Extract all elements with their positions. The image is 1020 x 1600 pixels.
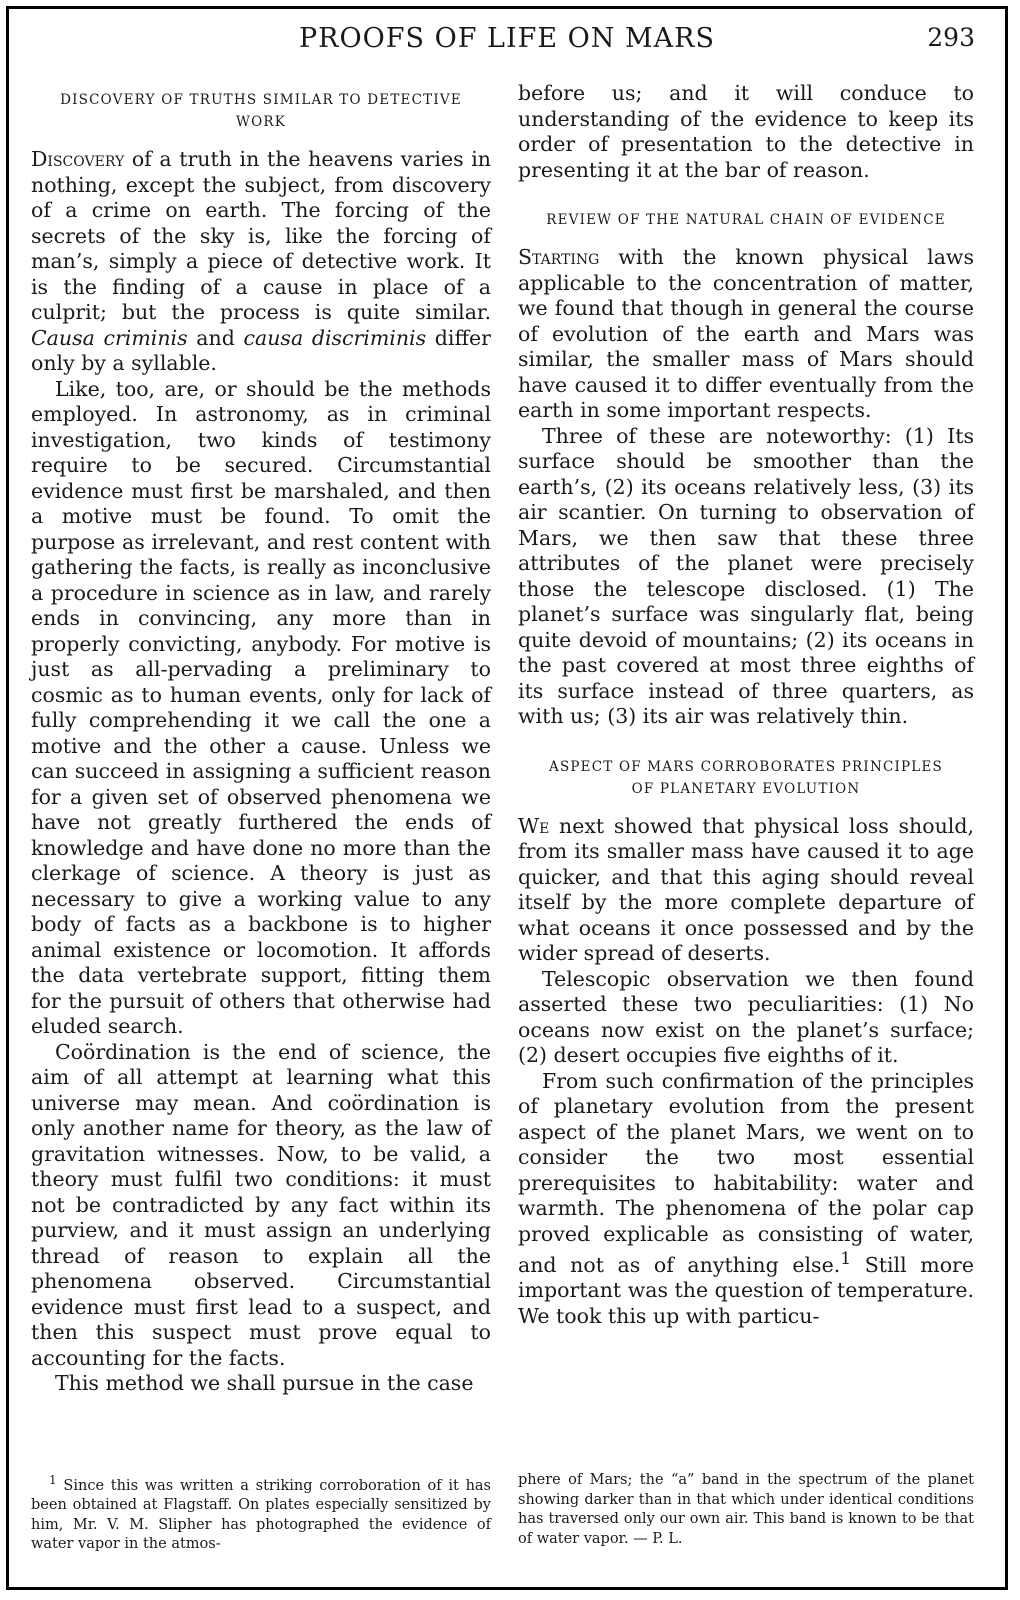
- running-head: PROOFS OF LIFE ON MARS: [299, 23, 715, 54]
- paragraph: [518, 245, 974, 424]
- footnote: [31, 1471, 491, 1555]
- text-run: From such confirmation of the principles of planetary evolution from the present aspect of the planet Mars, we went on to consider the two most essential prerequisites to habitability: water and warmth. The phenomena of the polar cap proved explicable as consisting of water, and not as of anything else.: [518, 1068, 974, 1277]
- text-run: with the known physical laws applicable to the concentration of matter, we found that though in general the course of evolution of the earth and Mars was similar, the smaller mass of Mars should have caused it to differ eventually from the earth in some important respects.: [518, 245, 974, 422]
- paragraph: [518, 814, 974, 967]
- lead-word: We: [518, 813, 550, 838]
- paragraph: Three of these are noteworthy: (1) Its surface should be smoother than the earth’s, (2) its oceans relatively less, (3) its air scantier. On turning to observation of Mars, we then saw that these three attributes of the planet were precisely those the telescope disclosed. (1) The planet’s surface was singularly flat, being quite devoid of mountains; (2) its oceans in the past covered at most three eighths of its surface instead of three quarters, as with us; (3) its air was relatively thin.: [518, 423, 974, 728]
- lead-word: Starting: [518, 245, 600, 269]
- footnote-continued: [518, 1471, 974, 1549]
- right-column: [518, 81, 974, 1329]
- text-run: and: [187, 325, 244, 350]
- section-heading: REVIEW OF THE NATURAL CHAIN OF EVIDENCE: [546, 212, 946, 228]
- footnote-marker: 1: [49, 1473, 57, 1487]
- text-run: next showed that physical loss should, from its smaller mass have caused it to age quicker, and that this aging should reveal itself by the more complete departure of what oceans it once possessed and by the wider spread of deserts.: [518, 813, 974, 965]
- page-number: 293: [927, 23, 975, 52]
- left-column: [31, 81, 491, 1397]
- text-run: differ only by a syllable.: [31, 325, 491, 375]
- lead-word: Discovery: [31, 147, 125, 171]
- paragraph: before us; and it will conduce to understanding of the evidence to keep its order of presentation to the detective in presenting it at the bar of reason.: [518, 81, 974, 182]
- paragraph: [31, 147, 491, 377]
- section-heading: ASPECT OF MARS CORROBORATES PRINCIPLES OF PLANETARY EVOLUTION: [549, 758, 943, 797]
- section-heading: DISCOVERY OF TRUTHS SIMILAR TO DETECTIVE WORK: [60, 92, 462, 130]
- text-run: Since this was written a striking corroboration of it has been obtained at Flagstaff. On plates especially sensitized by him, Mr. V. M. Slipher has photographed the evidence of water vapor in the atmos-: [31, 1477, 491, 1553]
- footnote-text: phere of Mars; the “a” band in the spectrum of the planet showing darker than in that which under identical conditions has traversed only our own air. This band is known to be that of water vapor. — P. L.: [518, 1472, 974, 1547]
- footnote-text: [31, 1471, 491, 1555]
- paragraph: This method we shall pursue in the case: [55, 1371, 474, 1395]
- paragraph: Like, too, are, or should be the methods employed. In astronomy, as in criminal investigation, two kinds of testimony require to be secured. Circumstantial evidence must first be marshaled, and then a motive must be found. To omit the purpose as irrelevant, and rest content with gathering the facts, is really as inconclusive a procedure in science as in law, and rarely ends in convincing, any more than in properly convicting, anybody. For motive is just as all-pervading a preliminary to cosmic as to human events, only for lack of fully comprehending it we call the one a motive and the other a cause. Unless we can succeed in assigning a sufficient reason for a given set of observed phenomena we have not greatly furthered the ends of knowledge and have done no more than the clerkage of science. A theory is just as necessary to give a working value to any body of facts as a backbone is to higher animal existence or locomotion. It affords the data vertebrate support, fitting them for the pursuit of others that otherwise had eluded search.: [31, 376, 491, 1038]
- paragraph: Coördination is the end of science, the aim of all attempt at learning what this universe may mean. And coördination is only another name for theory, as the law of gravitation witnesses. Now, to be valid, a theory must fulfil two conditions: it must not be contradicted by any fact within its purview, and it must assign an underlying thread of reason to explain all the phenomena observed. Circumstantial evidence must first lead to a suspect, and then this suspect must prove equal to accounting for the facts.: [31, 1039, 491, 1370]
- footnote-marker: 1: [840, 1249, 852, 1269]
- latin-phrase: causa discriminis: [243, 325, 427, 350]
- text-run: of a truth in the heavens varies in nothing, except the subject, from discovery of a crime on earth. The forcing of the secrets of the sky is, like the forcing of man’s, simply a piece of detective work. It is the finding of a cause in place of a culprit; but the process is quite similar.: [31, 147, 491, 324]
- latin-phrase: Causa criminis: [31, 325, 188, 350]
- text-run: Still more important was the question of temperature. We took this up with particu-: [518, 1252, 974, 1328]
- paragraph: Telescopic observation we then found asserted these two peculiarities: (1) No oceans now exist on the planet’s surface; (2) desert occupies five eighths of it.: [518, 966, 974, 1067]
- page: [6, 6, 1008, 1590]
- paragraph: [518, 1069, 974, 1330]
